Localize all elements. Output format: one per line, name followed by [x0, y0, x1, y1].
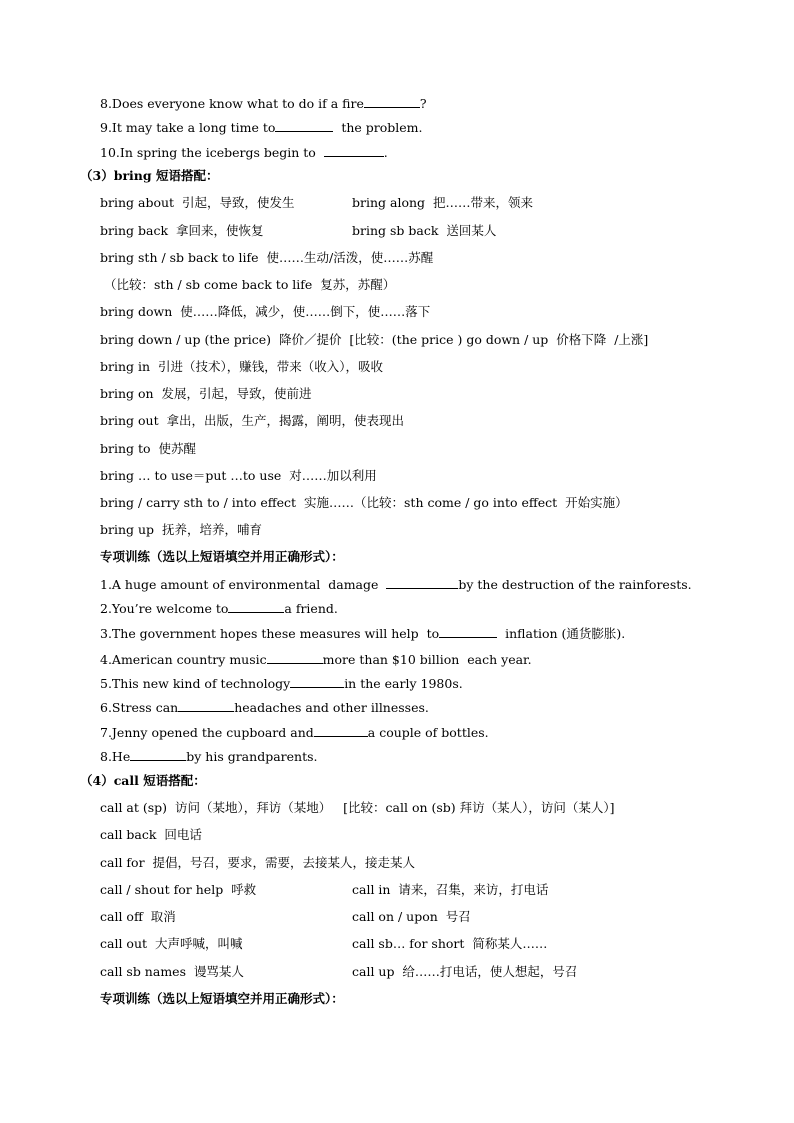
- exercise-line: [100, 576, 692, 593]
- answer-blank[interactable]: [130, 748, 186, 761]
- answer-blank[interactable]: [324, 144, 384, 157]
- phrase-entry: call / shout for help 呼救: [100, 882, 257, 897]
- exercise-line: [100, 144, 388, 161]
- exercise-text: by the destruction of the rainforests.: [458, 577, 692, 592]
- phrase-entry: bring about 引起，导致，使发生: [100, 195, 295, 210]
- exercise-text: .: [383, 145, 388, 160]
- phrase-entry: bring … to use＝put …to use 对……加以利用: [100, 468, 377, 483]
- exercise-text: 8.Does everyone know what to do if a fire: [100, 96, 364, 111]
- exercise-text: 4.American country music: [100, 652, 267, 667]
- answer-blank[interactable]: [267, 651, 323, 664]
- phrase-entry: call on / upon 号召: [352, 909, 471, 924]
- exercise-text: 1.A huge amount of environmental damage: [100, 577, 387, 592]
- phrase-entry: call back 回电话: [100, 827, 202, 842]
- exercise-line: [100, 651, 532, 668]
- exercise-text: headaches and other illnesses.: [234, 700, 429, 715]
- section-heading: （4）call 短语搭配：: [80, 773, 206, 788]
- phrase-entry: bring down 使……降低，减少，使……倒下，使……落下: [100, 304, 431, 319]
- phrase-entry: call for 提倡，号召，要求，需要，去接某人，接走某人: [100, 855, 415, 870]
- section-heading: （3）bring 短语搭配：: [80, 168, 219, 183]
- exercise-text: 9.It may take a long time to: [100, 120, 276, 135]
- answer-blank[interactable]: [275, 119, 333, 132]
- practice-heading: 专项训练（选以上短语填空并用正确形式）：: [100, 991, 344, 1006]
- exercise-line: [100, 724, 489, 741]
- exercise-text: 2.You’re welcome to: [100, 601, 229, 616]
- phrase-entry: call up 给……打电话，使人想起，号召: [352, 964, 578, 979]
- answer-blank[interactable]: [364, 95, 420, 108]
- exercise-text: 10.In spring the icebergs begin to: [100, 145, 324, 160]
- answer-blank[interactable]: [314, 724, 368, 737]
- phrase-entry: call off 取消: [100, 909, 176, 924]
- phrase-entry: bring down / up (the price) 降价／提价 [比较：(the price ) go down / up 价格下降 /上涨]: [100, 332, 649, 347]
- exercise-text: more than $10 billion each year.: [322, 652, 532, 667]
- phrase-entry: bring sth / sb back to life 使……生动/活泼，使……苏醒: [100, 250, 434, 265]
- phrase-entry: bring on 发展，引起，导致，使前进: [100, 386, 312, 401]
- exercise-line: [100, 95, 427, 112]
- exercise-text: 6.Stress can: [100, 700, 179, 715]
- answer-blank[interactable]: [228, 600, 284, 613]
- answer-blank[interactable]: [439, 625, 497, 638]
- phrase-entry: call sb… for short 简称某人……: [352, 936, 548, 951]
- exercise-text: 7.Jenny opened the cupboard and: [100, 725, 314, 740]
- exercise-text: 5.This new kind of technology: [100, 676, 291, 691]
- phrase-entry: call in 请来，召集，来访，打电话: [352, 882, 549, 897]
- exercise-text: the problem.: [333, 120, 423, 135]
- exercise-line: [100, 119, 423, 136]
- exercise-line: [100, 699, 429, 716]
- phrase-entry: bring out 拿出，出版，生产，揭露，阐明，使表现出: [100, 413, 405, 428]
- exercise-text: a friend.: [284, 601, 338, 616]
- phrase-entry: bring to 使苏醒: [100, 441, 196, 456]
- exercise-line: [100, 675, 463, 692]
- exercise-line: [100, 600, 338, 617]
- exercise-text: in the early 1980s.: [344, 676, 463, 691]
- phrase-entry: call sb names 谩骂某人: [100, 964, 244, 979]
- phrase-entry: bring / carry sth to / into effect 实施……（比较：sth come / go into effect 开始实施）: [100, 495, 628, 510]
- answer-blank[interactable]: [290, 675, 344, 688]
- answer-blank[interactable]: [386, 576, 458, 589]
- phrase-comparison: （比较：sth / sb come back to life 复苏，苏醒）: [104, 277, 396, 292]
- exercise-text: 8.He: [100, 749, 131, 764]
- exercise-line: [100, 625, 625, 642]
- phrase-entry: bring along 把……带来，领来: [352, 195, 533, 210]
- answer-blank[interactable]: [178, 699, 234, 712]
- phrase-entry: bring up 抚养，培养，哺育: [100, 522, 262, 537]
- exercise-line: [100, 748, 317, 765]
- phrase-entry: call at (sp) 访问（某地），拜访（某地） [比较：call on (sb) 拜访（某人），访问（某人）]: [100, 800, 615, 815]
- phrase-entry: bring in 引进（技术），赚钱，带来（收入），吸收: [100, 359, 383, 374]
- exercise-text: 3.The government hopes these measures will help to: [100, 626, 440, 641]
- exercise-text: inflation (通货膨胀).: [497, 626, 626, 641]
- exercise-text: by his grandparents.: [186, 749, 318, 764]
- exercise-text: a couple of bottles.: [367, 725, 489, 740]
- practice-heading: 专项训练（选以上短语填空并用正确形式）：: [100, 549, 344, 564]
- phrase-entry: bring sb back 送回某人: [352, 223, 497, 238]
- exercise-text: ?: [419, 96, 427, 111]
- phrase-entry: bring back 拿回来，使恢复: [100, 223, 264, 238]
- phrase-entry: call out 大声呼喊，叫喊: [100, 936, 243, 951]
